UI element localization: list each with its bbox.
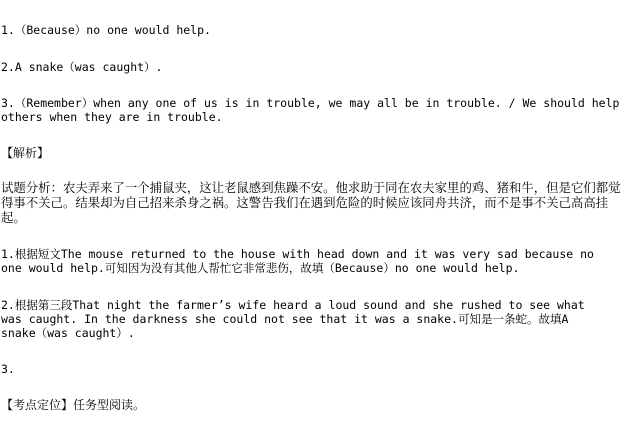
answer-2: 2.A snake（was caught）. [1,60,163,74]
analysis-heading: 【解析】 [1,146,50,160]
analysis-summary: 试题分析：农夫弄来了一个捕鼠夹，这让老鼠感到焦躁不安。他求助于同在农夫家里的鸡、猪和牛，但是它们都觉得事不关己。结果却为自己招来杀身之祸。这警告我们在遇到危险的时候应该同舟共济，而不是事不关己高高挂起。 [1,180,621,225]
analysis-item-2-line-2: was caught. In the darkness she could not see that it was a snake.可知是一条蛇。故填A [1,312,569,326]
analysis-item-2-line-3: snake（was caught）. [1,326,135,340]
analysis-item-1-line-1: 1.根据短文The mouse returned to the house with head down and it was very sad because no [1,247,594,261]
analysis-item-3: 3. [1,362,15,376]
answer-1: 1.（Because）no one would help. [1,23,211,37]
answer-3-line-1: 3.（Remember）when any one of us is in trouble, we may all be in trouble. / We should help [1,96,620,110]
analysis-item-2-line-1: 2.根据第三段That night the farmer’s wife heard a loud sound and she rushed to see what [1,298,585,312]
answer-3-line-2: others when they are in trouble. [1,110,223,124]
key-point-footer: 【考点定位】任务型阅读。 [1,398,146,412]
analysis-item-1-line-2: one would help.可知因为没有其他人帮忙它非常悲伤，故填（Because）no one would help. [1,261,520,275]
